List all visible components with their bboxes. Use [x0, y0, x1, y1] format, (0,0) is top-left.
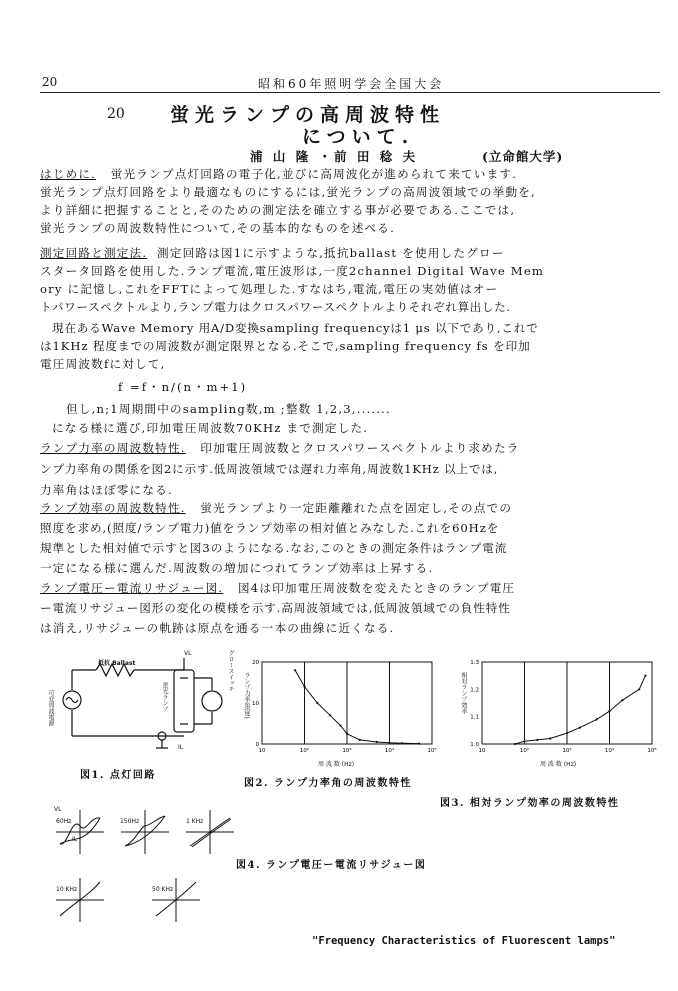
fig3-ytick-label: 1.2 — [470, 687, 479, 694]
fig2-data-point — [339, 724, 341, 726]
fig2-xlabel: 周 波 数 (Hz) — [318, 761, 355, 768]
header-rule — [40, 92, 660, 93]
paper-title-line1: 蛍光ランプの高周波特性 — [170, 104, 446, 126]
fig1-vl-label: VL — [184, 650, 192, 657]
fig3-data-point — [596, 718, 598, 720]
fig3-xtick-label: 10⁴ — [604, 748, 615, 754]
authors: 浦 山 隆 ・前 田 稔 夫 — [250, 149, 419, 164]
intro-line-4: 蛍光ランプの周波数特性について,その基本的なものを述べる. — [40, 221, 395, 235]
fig4-lissajous — [50, 804, 250, 934]
fig1-source-label: 可変周波電源 — [47, 690, 54, 726]
fig2-data-point — [303, 686, 305, 688]
fig2-xtick-label: 10² — [299, 748, 310, 754]
fig3-data-point — [523, 740, 525, 742]
method-line-5: 現在あるWave Memory 用A/D変換sampling frequencyは1 μs 以下であり,これで — [52, 321, 539, 335]
fig4-panel-10khz — [56, 878, 104, 922]
lis-line-3: は消え,リサジューの軌跡は原点を通る一本の曲線に近くなる. — [40, 621, 395, 635]
fig3-ytick-label: 1.0 — [470, 742, 479, 748]
lis-line-2: ー電流リサジュー図形の変化の模様を示す.高周波領域では,低周波領域での負性特性 — [40, 601, 511, 615]
fig4-panel-60hz — [56, 810, 104, 854]
pf-line-1: ランプ力率の周波数特性. 印加電圧周波数とクロスパワースペクトルより求めたラ — [40, 441, 520, 455]
method-line-1: 測定回路と測定法. 測定回路は図1に示すような,抵抗ballast を使用したグロー — [40, 246, 505, 260]
english-title: "Frequency Characteristics of Fluorescent lamps" — [312, 935, 616, 947]
fig3-data-point — [579, 727, 581, 729]
eff-heading: ランプ効率の周波数特性. — [40, 501, 186, 515]
fig3-data-point — [638, 688, 640, 690]
method-line-3: ory に記憶し,これをFFTによって処理した.すなはち,電流,電圧の実効値はオー — [40, 282, 499, 296]
paper-number: 20 — [107, 106, 125, 122]
paper-title-line2: について. — [302, 126, 415, 148]
method-line-2: スタータ回路を使用した.ランプ電流,電圧波形は,一度2channel Digital Wave Mem — [40, 264, 545, 278]
fig3-xtick-label: 10⁵ — [647, 748, 657, 754]
fig2-ytick-label: 20 — [252, 660, 259, 666]
eff-line-1: ランプ効率の周波数特性. 蛍光ランプより一定距離離れた点を固定し,その点での — [40, 501, 513, 515]
fig2-curve — [295, 670, 419, 743]
fig2-chart — [236, 656, 440, 760]
fig3-data-point — [566, 732, 568, 734]
fig2-data-point — [346, 733, 348, 735]
fig4-panel-1khz — [186, 810, 234, 854]
fig4-panel-label-10khz: 10 KHz — [56, 886, 78, 893]
fig4-panel-label-50khz: 50 KHz — [152, 886, 174, 893]
fig2-data-point — [418, 742, 420, 744]
fig3-data-point — [549, 737, 551, 739]
fig1-ballast-label: 抵抗 Ballast — [98, 660, 136, 667]
eff-line-4: 一定になる様に選んだ.周波数の増加につれてランプ効率は上昇する. — [40, 561, 434, 575]
method-line-6: は1KHz 程度までの周波数が測定限界となる.そこで,sampling frequency fs を印加 — [40, 339, 531, 353]
fig4-panel-label-1khz: 1 KHz — [186, 818, 204, 825]
eff-line-3: 規準とした相対値で示すと図3のようになる.なお,このときの測定条件はランプ電流 — [40, 541, 508, 555]
fig3-data-point — [644, 675, 646, 677]
page-number: 20 — [42, 75, 58, 89]
fig2-caption: 図2. ランプ力率角の周波数特性 — [244, 778, 412, 789]
fig3-xtick-label: 10² — [519, 748, 530, 754]
fig4-caption: 図4. ランプ電圧ー電流リサジュー図 — [236, 860, 427, 871]
fig2-ytick-label: 10 — [252, 701, 259, 707]
method-heading: 測定回路と測定法. — [40, 246, 148, 260]
fig2-xtick-label: 10⁵ — [427, 748, 437, 754]
fig2-ylabel: ランプ力率角(度) — [243, 672, 250, 719]
fig2-data-point — [316, 702, 318, 704]
fig1-lamp-label: 蛍光ランプ — [161, 682, 168, 712]
fig1-il-label: IL — [178, 744, 184, 751]
fig2-data-point — [329, 714, 331, 716]
fig4-panel-label-60hz: 60Hz — [56, 818, 72, 825]
fig2-xtick-label: 10 — [258, 748, 266, 754]
fig4-i-axis-label: IL — [72, 836, 78, 843]
fig2-data-point — [401, 742, 403, 744]
intro-heading: はじめに. — [40, 167, 97, 181]
fig2-ytick-label: 0 — [255, 742, 259, 748]
fig4-panel-50khz — [152, 878, 200, 922]
lis-line-1: ランプ電圧ー電流リサジュー図. 図4は印加電圧周波数を変えたときのランプ電圧 — [40, 581, 516, 595]
fig3-data-point — [608, 710, 610, 712]
fig2-data-point — [294, 669, 296, 671]
eff-line-2: 照度を求め,(照度/ランプ電力)値をランプ効率の相対値とみなした.これを60Hzを — [40, 521, 500, 535]
method-line-4: トパワースペクトルより,ランプ電力はクロスパワースペクトルよりそれぞれ算出した. — [40, 300, 511, 314]
fig2-xtick-label: 10⁴ — [384, 748, 395, 754]
fig2-data-point — [359, 739, 361, 741]
fig3-xtick-label: 10 — [478, 748, 486, 754]
fig2-xtick-label: 10³ — [342, 748, 352, 754]
fig3-data-point — [514, 743, 516, 745]
fig1-circuit — [44, 648, 234, 758]
formula: f =f・n/(n・m+1) — [118, 380, 248, 394]
fig3-data-point — [536, 739, 538, 741]
fig4-panel-150hz — [121, 810, 169, 854]
fig4-panel-label-150hz: 150Hz — [120, 818, 140, 825]
pf-line-2: ンプ力率角の関係を図2に示す.低周波領域では遅れ力率角,周波数1KHz 以上では, — [40, 462, 499, 476]
fig3-chart — [456, 656, 660, 760]
fig3-ytick-label: 1.3 — [470, 660, 479, 666]
affiliation: (立命館大学) — [482, 149, 564, 164]
conference-name: 昭和60年照明学会全国大会 — [258, 77, 445, 91]
lis-heading: ランプ電圧ー電流リサジュー図. — [40, 581, 224, 595]
intro-line-2: 蛍光ランプ点灯回路をより最適なものにするには,蛍光ランプの高周波領域での挙動を, — [40, 185, 536, 199]
method-line-8: になる様に選び,印加電圧周波数70KHz まで測定した. — [52, 421, 369, 435]
fig1-caption: 図1. 点灯回路 — [80, 770, 156, 781]
fig2-data-point — [388, 742, 390, 744]
pf-heading: ランプ力率の周波数特性. — [40, 441, 186, 455]
fig3-ylabel: 相対ランプ効率 — [460, 672, 467, 714]
intro-line-3: より詳細に把握することと,そのための測定法を確立する事が必要である.ここでは, — [40, 203, 516, 217]
fig1-glow-label: グロースイッチ — [227, 650, 234, 692]
formula-note: 但し,n;1周期間中のsampling数,m ;整数 1,2,3,....... — [66, 402, 391, 416]
fig4-v-axis-label: VL — [54, 806, 62, 813]
pf-line-3: 力率角はほぼ零になる. — [40, 483, 173, 497]
fig3-curve — [515, 676, 645, 744]
intro-line-1: はじめに. 蛍光ランプ点灯回路の電子化,並びに高周波化が進められて来ています. — [40, 167, 518, 181]
method-line-7: 電圧周波数fに対して, — [40, 357, 166, 371]
fig3-caption: 図3. 相対ランプ効率の周波数特性 — [440, 798, 620, 809]
fig3-ytick-label: 1.1 — [470, 714, 479, 721]
fig3-xtick-label: 10³ — [562, 748, 572, 754]
fig3-data-point — [621, 699, 623, 701]
fig2-data-point — [376, 741, 378, 743]
fig3-xlabel: 周 波 数 (Hz) — [540, 761, 577, 768]
